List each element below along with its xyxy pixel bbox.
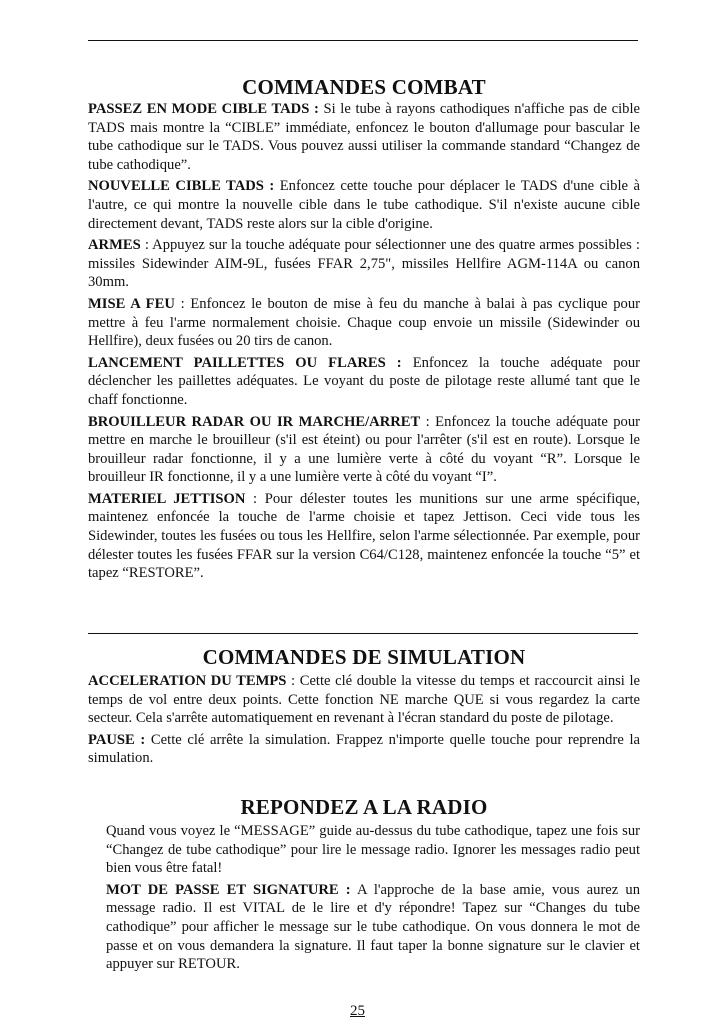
combat-item-6 [88,413,640,487]
page-number: 25 [350,1003,365,1019]
item-text: : Enfoncez la touche adéquate pour mettre en marche le brouilleur (s'il est éteint) ou pour l'arrêter (s'il est en route). Lorsque le brouilleur radar fonctionne, il y a une lumière verte à côté du voyant “R”. Lorsque le brouilleur IR fonctionne, il y a une lumière verte à côté du voyant “I”. [88,413,640,486]
item-term: MOT DE PASSE ET SIGNATURE : [106,881,351,898]
item-term: LANCEMENT PAILLETTES OU FLARES : [88,354,402,371]
item-term: ACCELERATION DU TEMPS [88,673,287,689]
item-term: PASSEZ EN MODE CIBLE TADS : [88,101,319,117]
item-text: : Appuyez sur la touche adéquate pour sélectionner une des quatre armes possibles : missiles Sidewinder AIM-9L, fusées FFAR 2,75", missiles Hellfire AGM-114A ou canon 30mm. [88,237,640,291]
item-term: MATERIEL JETTISON [88,490,246,507]
item-term: MISE A FEU [88,295,175,312]
combat-item-4 [88,295,640,351]
combat-item-2 [88,177,640,233]
simulation-item-1 [88,672,640,728]
combat-item-5 [88,354,640,410]
combat-item-7 [88,490,640,583]
combat-section [88,74,640,583]
item-term: BROUILLEUR RADAR OU IR MARCHE/ARRET [88,413,421,430]
radio-section [88,794,640,974]
item-text: Enfoncez la touche adéquate pour déclencher les paillettes adéquates. Le voyant du poste de pilotage reste allumé tant que le chaff fonctionne. [88,354,640,408]
combat-item-3 [88,236,640,292]
radio-intro: Quand vous voyez le “MESSAGE” guide au-dessus du tube cathodique, tapez une fois sur “Changez de tube cathodique” pour lire le message radio. Ignorer les messages radio peut bien vous être fatal! [106,823,640,877]
item-text: : Pour délester toutes les munitions sur une arme spécifique, maintenez enfoncée la touche de l'arme choisie et tapez Jettison. Ceci vide tous les Sidewinder, toutes les fusées ou tous les Hellfire, selon l'arme sélectionnée. Par exemple, pour délester toutes les fusées FFAR sur la version C64/C128, maintenez enfoncée la touche “5” et tapez “RESTORE”. [88,490,640,582]
item-term: PAUSE : [88,731,146,748]
item-term: ARMES [88,237,141,254]
simulation-section [88,644,640,768]
item-term: NOUVELLE CIBLE TADS : [88,178,275,195]
combat-title: COMMANDES COMBAT [242,75,486,99]
radio-item [106,881,640,974]
simulation-title: COMMANDES DE SIMULATION [202,645,526,669]
radio-title: REPONDEZ A LA RADIO [240,795,488,819]
item-text: : Cette clé double la vitesse du temps et raccourcit ainsi le temps de vol entre deux points. Cette fonction NE marche QUE si vous regardez la carte secteur. Cela s'arrête automatiquement en revenant à l'écran standard du poste de pilotage. [88,673,640,727]
item-text: Enfoncez cette touche pour déplacer le TADS d'une cible à l'autre, ce qui montre la nouvelle cible dans le tube cathodique. S'il n'existe aucune cible directement devant, TADS reste alors sur la cible d'origine. [88,178,640,232]
section-rule [88,633,638,634]
simulation-item-2 [88,731,640,768]
item-text: A l'approche de la base amie, vous aurez un message radio. Il est VITAL de le lire et d'y répondre! Tapez sur “Changes du tube cathodique” pour afficher le message sur le tube cathodique. On vous donnera le mot de passe et on vous demandera la signature. Il faut taper la bonne signature sur le clavier et appuyer sur RETOUR. [106,881,640,973]
combat-item-1 [88,100,640,174]
item-text: Si le tube à rayons cathodiques n'affiche pas de cible TADS mais montre la “CIBLE” immédiate, enfoncez le bouton d'allumage pour bascular le tube cathodique sur le TADS. Vous pouvez aussi utiliser la commande standard “Changez de tube cathodique”. [88,101,640,173]
item-text: Cette clé arrête la simulation. Frappez n'importe quelle touche pour reprendre la simulation. [88,731,640,767]
top-rule [88,40,638,41]
item-text: : Enfoncez le bouton de mise à feu du manche à balai à pas cyclique pour mettre à feu l'arme normalement choisie. Chaque coup envoie un missile (Sidewinder ou Hellfire), deux fusées ou 20 tirs de canon. [88,295,640,350]
